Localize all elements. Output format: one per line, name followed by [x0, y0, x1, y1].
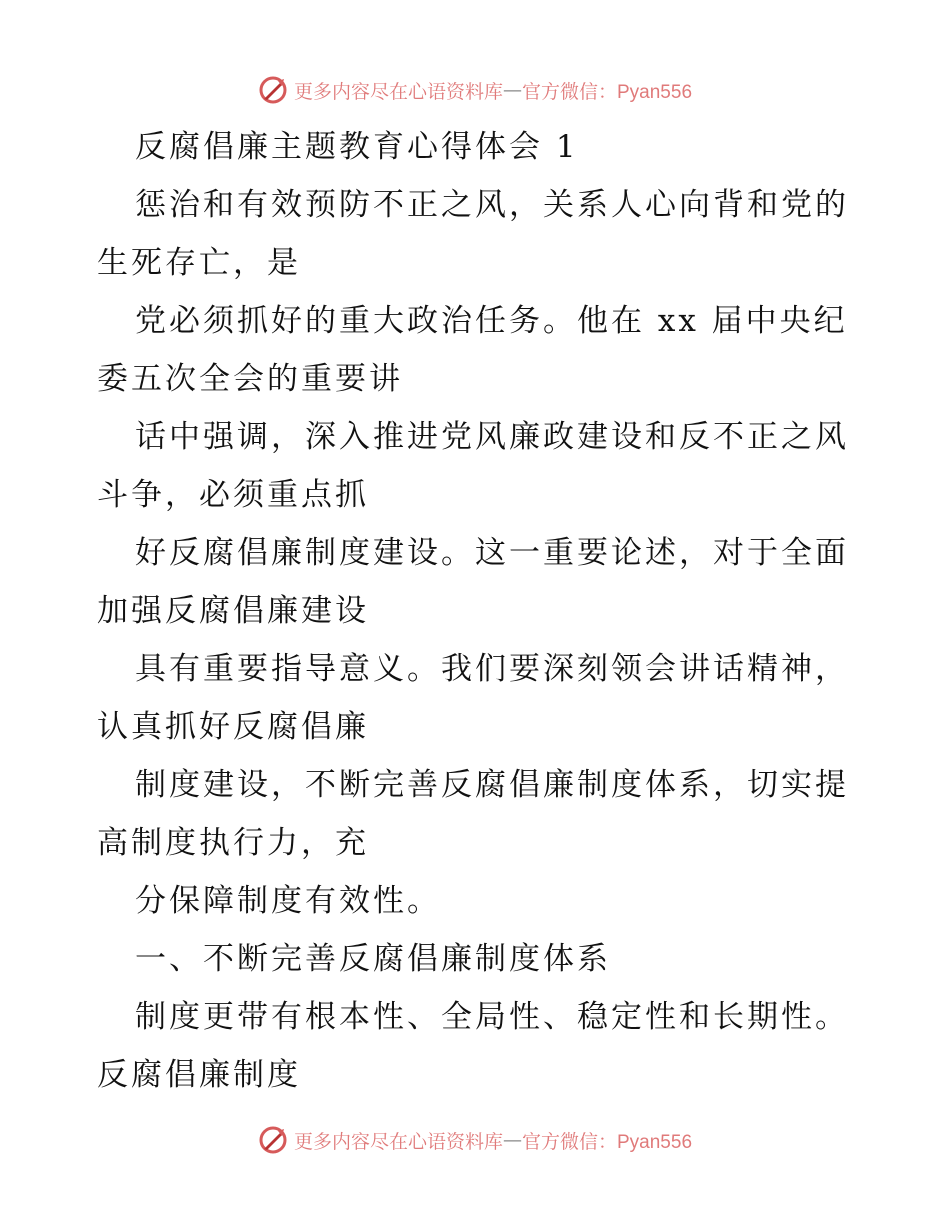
- text-line: 反腐倡廉制度: [97, 1057, 301, 1093]
- text-line: 话中强调，深入推进党风廉政建设和反不正之风: [135, 419, 849, 455]
- section-heading: 一、不断完善反腐倡廉制度体系: [135, 941, 611, 977]
- text-line: 制度更带有根本性、全局性、稳定性和长期性。: [135, 999, 849, 1035]
- text-line: 党必须抓好的重大政治任务。他在 xx 届中央纪: [135, 303, 848, 339]
- footer-watermark-banner: [0, 1120, 950, 1160]
- banner-separator: —: [503, 79, 522, 101]
- text-line: 斗争，必须重点抓: [97, 477, 369, 513]
- banner-contact: 官方微信：Pyan556: [522, 81, 693, 103]
- banner-separator: —: [503, 1129, 522, 1151]
- document-body: [97, 118, 857, 1104]
- banner-title: 更多内容尽在心语资料库: [293, 80, 503, 103]
- text-line: 加强反腐倡廉建设: [97, 593, 369, 629]
- text-line: 制度建设，不断完善反腐倡廉制度体系，切实提: [135, 767, 849, 803]
- feather-pen-logo-icon: [258, 1125, 288, 1155]
- banner-contact: 官方微信：Pyan556: [522, 1131, 693, 1153]
- document-title: 反腐倡廉主题教育心得体会 1: [135, 129, 579, 165]
- header-watermark-banner: [0, 70, 950, 110]
- text-line: 好反腐倡廉制度建设。这一重要论述，对于全面: [135, 535, 849, 571]
- text-line: 惩治和有效预防不正之风，关系人心向背和党的: [135, 187, 849, 223]
- text-line: 委五次全会的重要讲: [97, 361, 403, 397]
- text-line: 认真抓好反腐倡廉: [97, 709, 369, 745]
- text-line: 高制度执行力，充: [97, 825, 369, 861]
- text-line: 分保障制度有效性。: [135, 883, 441, 919]
- banner-title: 更多内容尽在心语资料库: [293, 1130, 503, 1153]
- text-line: 具有重要指导意义。我们要深刻领会讲话精神，: [135, 651, 849, 687]
- feather-pen-logo-icon: [258, 75, 288, 105]
- text-line: 生死存亡，是: [97, 245, 301, 281]
